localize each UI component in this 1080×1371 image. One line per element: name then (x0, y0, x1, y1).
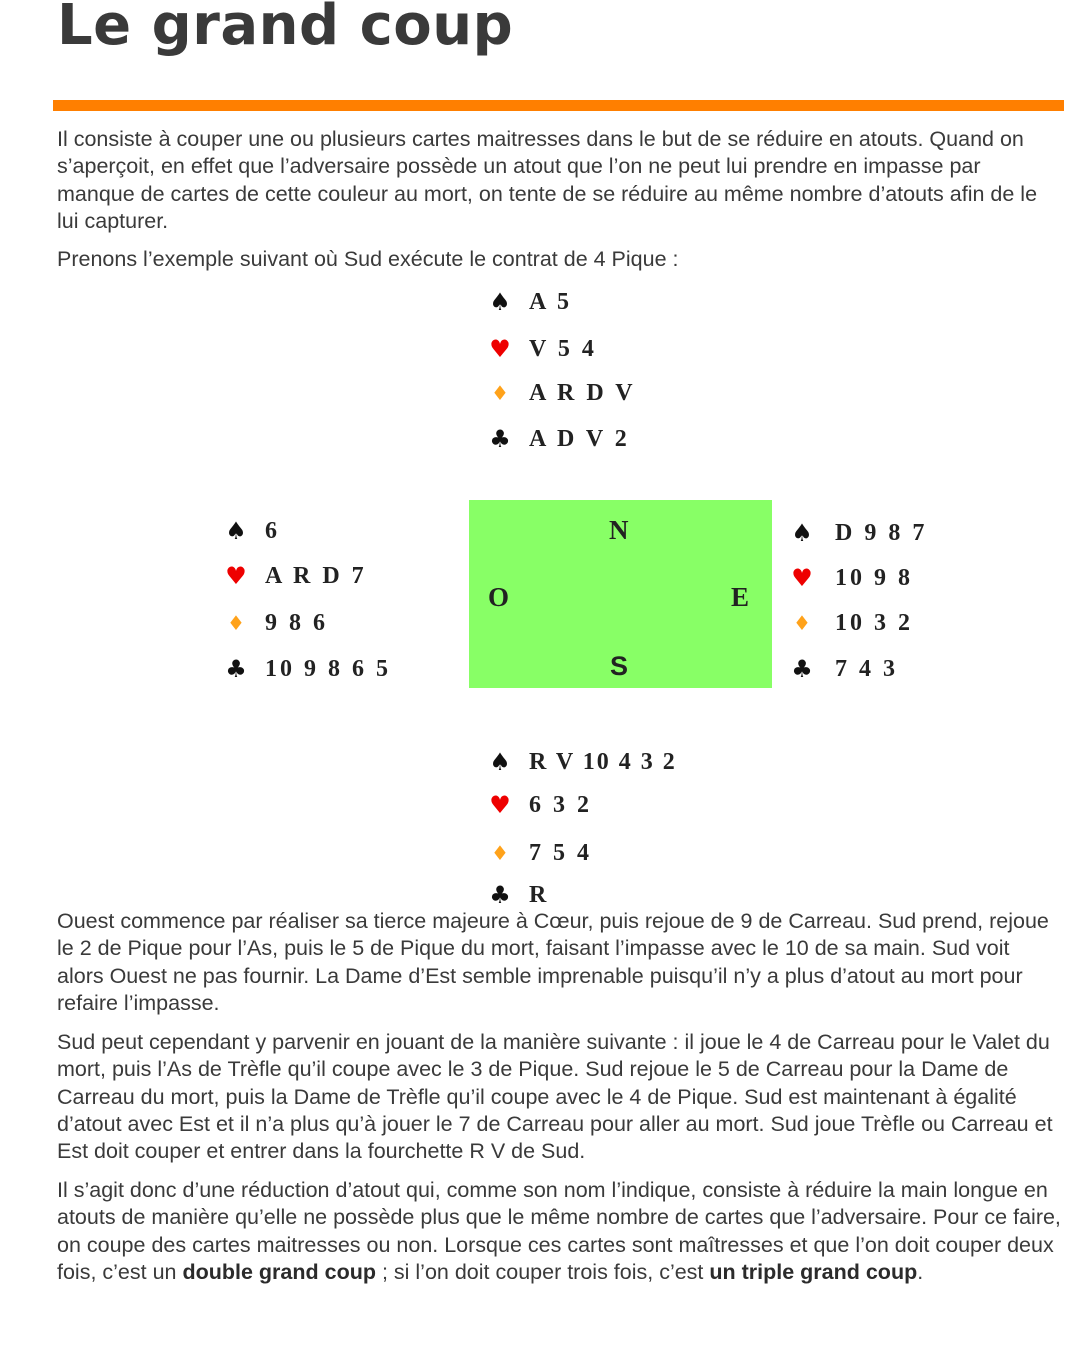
south-clubs-cards: R (529, 882, 550, 908)
compass-east: E (731, 582, 750, 612)
north-hearts-cards: V 5 4 (529, 336, 597, 362)
west-clubs-cards: 10 9 8 6 5 (265, 656, 391, 682)
intro-paragraph: Il consiste à couper une ou plusieurs cartes maitresses dans le but de se réduire en atouts. Quand on s’aperçoit, en effet que l’adversaire possède un atout que l’on ne peut lui prendre en impasse par manque de cartes de cette couleur au mort, on tente de se réduire au même nombre d’atouts afin de le lui capturer. (57, 127, 1038, 233)
diamond-icon: ♦ (227, 611, 245, 635)
conclusion-bold-triple: un triple grand coup (709, 1259, 918, 1284)
west-hearts-cards: A R D 7 (265, 563, 367, 589)
west-spades-cards: 6 (265, 518, 280, 544)
east-diamonds-cards: 10 3 2 (835, 610, 913, 636)
club-icon: ♣ (791, 655, 813, 683)
title-underline (53, 100, 1064, 111)
south-hearts-cards: 6 3 2 (529, 792, 592, 818)
club-icon: ♣ (225, 655, 247, 683)
spade-icon: ♠ (225, 517, 247, 545)
north-diamonds-cards: A R D V (529, 380, 636, 406)
conclusion-text-mid: ; si l’on doit couper trois fois, c’est (375, 1259, 710, 1284)
compass-north: N (609, 515, 629, 545)
diamond-icon: ♦ (793, 611, 811, 635)
heart-icon: ♥ (791, 564, 813, 592)
page-title: Le grand coup (57, 0, 514, 58)
north-spades-cards: A 5 (529, 289, 573, 315)
conclusion-text-end: . (917, 1259, 924, 1284)
heart-icon: ♥ (489, 791, 511, 819)
club-icon: ♣ (489, 425, 511, 453)
compass-west: O (488, 582, 510, 612)
diamond-icon: ♦ (491, 841, 509, 865)
spade-icon: ♠ (489, 748, 511, 776)
example-intro-paragraph: Prenons l’exemple suivant où Sud exécute le contrat de 4 Pique : (57, 247, 679, 271)
east-clubs-cards: 7 4 3 (835, 656, 898, 682)
compass-south: S (610, 651, 629, 681)
conclusion-text-start: Il s’agit donc d’une réduction d’atout qui, comme son nom l’indique, consiste à réduire la main longue en atouts de manière qu’elle ne possède plus que le même nombre de cartes que l’adversaire. Pour ce faire, on coupe des cartes maitresses ou non. Lorsque ces cartes sont maîtresses et que l’on doit couper deux fois, c’est un (57, 1178, 1061, 1284)
south-diamonds-cards: 7 5 4 (529, 840, 592, 866)
diamond-icon: ♦ (491, 381, 509, 405)
club-icon: ♣ (489, 881, 511, 909)
conclusion-bold-double: double grand coup (182, 1259, 376, 1284)
heart-icon: ♥ (225, 562, 247, 590)
spade-icon: ♠ (791, 519, 813, 547)
heart-icon: ♥ (489, 335, 511, 363)
spade-icon: ♠ (489, 288, 511, 316)
east-spades-cards: D 9 8 7 (835, 520, 928, 546)
east-hearts-cards: 10 9 8 (835, 565, 913, 591)
conclusion-paragraph (57, 1177, 1062, 1286)
play-paragraph: Ouest commence par réaliser sa tierce majeure à Cœur, puis rejoue de 9 de Carreau. Sud prend, rejoue le 2 de Pique pour l’As, puis le 5 de Pique du mort, faisant l’impasse avec le 10 de sa main. Sud voit alors Ouest ne pas fournir. La Dame d’Est semble imprenable puisqu’il n’y a plus d’atout au mort pour refaire l’impasse. (57, 909, 1049, 1015)
solution-paragraph: Sud peut cependant y parvenir en jouant de la manière suivante : il joue le 4 de Carreau pour le Valet du mort, puis l’As de Trèfle qu’il coupe avec le 3 de Pique. Sud rejoue le 5 de Carreau pour la Dame de Carreau du mort, puis la Dame de Trèfle qu’il coupe avec le 4 de Pique. Sud est maintenant à égalité d’atout avec Est et il n’a plus qu’à jouer le 7 de Carreau pour aller au mort. Sud joue Trèfle ou Carreau et Est doit couper et entrer dans la fourchette R V de Sud. (57, 1030, 1053, 1164)
bridge-table (469, 500, 772, 688)
south-spades-cards: R V 10 4 3 2 (529, 749, 677, 775)
north-clubs-cards: A D V 2 (529, 426, 630, 452)
west-diamonds-cards: 9 8 6 (265, 610, 328, 636)
